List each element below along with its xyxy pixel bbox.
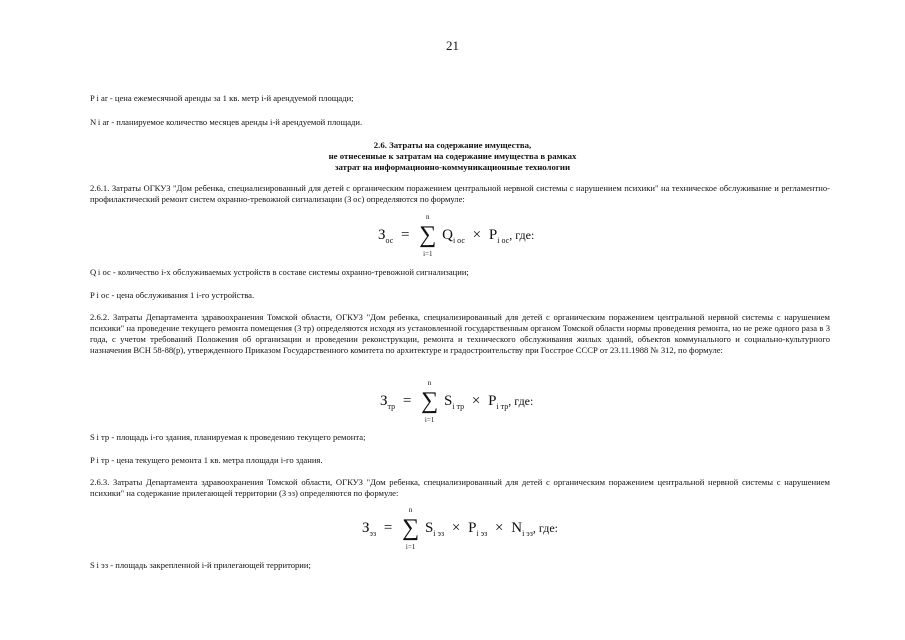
paragraph-2-6-1: 2.6.1. Затраты ОГКУЗ "Дом ребенка, специализированный для детей с органическим поражением центральной нервной системы с нарушением психики" на техническое обслуживание и регламентно-профилактический ремонт систем охранно-тревожной сигнализации (З ос) определяются по формуле: bbox=[90, 183, 830, 204]
equals-sign: = bbox=[401, 226, 410, 243]
section-heading-line1: 2.6. Затраты на содержание имущества, bbox=[373, 140, 532, 150]
multiply-sign: × bbox=[471, 392, 481, 409]
formula-term-p: $P_{i тр}$ bbox=[488, 392, 509, 411]
formula-z-os bbox=[378, 213, 535, 258]
definition-n-ar: N i ar - планируемое количество месяцев аренды i-й арендуемой площади. bbox=[90, 117, 363, 127]
formula-tail: , где: bbox=[509, 227, 535, 242]
formula-tail: , где: bbox=[508, 393, 534, 408]
formula-term-q: $Q_{i ос}$ bbox=[442, 226, 465, 245]
formula-term-p: $P_{i эз}$ bbox=[468, 519, 488, 538]
paragraph-2-6-2: 2.6.2. Затраты Департамента здравоохранения Томской области, ОГКУЗ "Дом ребенка, специализированный для детей с органическим поражением центральной нервной системы с нарушением психики" на проведение текущего ремонта помещения (З тр) определяются исходя из установленной государственным органом Томской области нормы проведения ремонта, но не реже одного раза в 3 года, с учетом требований Положения об организации и проведении реконструкции, ремонта и технического обслуживания жилых зданий, объектов коммунального и социально-культурного назначения ВСН 58-88(р), утвержденного Приказом Государственного комитета по архитектуре и градостроительству при Госстрое СССР от 23.11.1988 № 312, по формуле: bbox=[90, 312, 830, 355]
multiply-sign: × bbox=[451, 519, 461, 536]
formula-lhs: $З_{эз}$ bbox=[362, 519, 377, 538]
formula-lhs: $З_{тр}$ bbox=[380, 392, 396, 411]
formula-term-n: $N_{i эз}$ bbox=[511, 519, 533, 538]
sum-symbol: ∑ n i=1 bbox=[421, 379, 439, 424]
sum-symbol: ∑ n i=1 bbox=[419, 213, 437, 258]
section-heading-line3: затрат на информационно-коммуникационные технологии bbox=[334, 162, 571, 172]
formula-term-s: $S_{i тр}$ bbox=[443, 392, 465, 411]
definition-s-ez: S i эз - площадь закрепленной i-й прилегающей территории; bbox=[90, 560, 311, 570]
multiply-sign: × bbox=[472, 226, 482, 243]
formula-tail: , где: bbox=[532, 520, 558, 535]
formula-lhs: $З_{ос}$ bbox=[378, 226, 394, 245]
formula-z-tr bbox=[380, 379, 534, 424]
equals-sign: = bbox=[383, 519, 393, 536]
section-heading-line2: не отнесенные к затратам на содержание имущества в рамках bbox=[328, 151, 577, 161]
equals-sign: = bbox=[402, 392, 412, 409]
definition-p-os: P i ос - цена обслуживания 1 i-го устройства. bbox=[90, 290, 255, 300]
definition-q-os: Q i ос - количество i-х обслуживаемых устройств в составе системы охранно-тревожной сигнализации; bbox=[90, 267, 469, 277]
definition-p-tr: P i тр - цена текущего ремонта 1 кв. метра площади i-го здания. bbox=[90, 455, 323, 465]
formula-z-ez bbox=[362, 506, 558, 551]
sum-symbol: ∑ n i=1 bbox=[402, 506, 420, 551]
formula-term-p: $P_{i ос}$ bbox=[488, 226, 510, 245]
page-number: 21 bbox=[446, 38, 459, 53]
formula-term-s: $S_{i эз}$ bbox=[424, 519, 445, 538]
multiply-sign: × bbox=[495, 519, 504, 536]
paragraph-2-6-3: 2.6.3. Затраты Департамента здравоохранения Томской области, ОГКУЗ "Дом ребенка, специализированный для детей с органическим поражением центральной нервной системы с нарушением психики" на содержание прилегающей территории (З эз) определяются по формуле: bbox=[90, 477, 830, 498]
definition-p-ar: P i ar - цена ежемесячной аренды за 1 кв. метр i-й арендуемой площади; bbox=[90, 93, 354, 103]
definition-s-tr: S i тр - площадь i-го здания, планируемая к проведению текущего ремонта; bbox=[90, 432, 366, 442]
